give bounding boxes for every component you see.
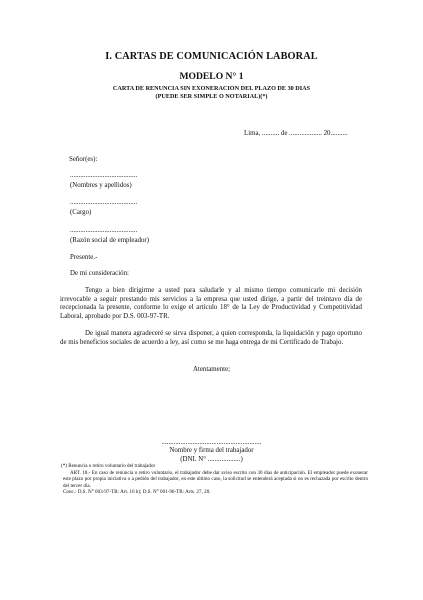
signature-label: Nombre y firma del trabajador	[169, 447, 254, 454]
body-paragraph-1: Tengo a bien dirigirme a usted para saludarle y al mismo tiempo comunicarle mi decisión irrevocable a seguir prestando mis servicios a la empresa que usted dirige, a partir del treintavo día de recepcionada la presente, conforme lo exige el artículo 18° de la Ley de Productividad y Competitividad Laboral, aprobado por D.S. 003-97-TR.	[60, 287, 362, 321]
greeting: De mi consideración:	[70, 270, 129, 277]
footnote-title: (*) Renuncia o retiro voluntario del trabajador	[61, 463, 156, 469]
recipient-position-label: (Cargo)	[70, 209, 92, 216]
footnote-concordance: Conc.: D.S. N° 003-97-TR: Art. 16 b); D.S. N° 001-96-TR: Arts. 27, 28.	[63, 488, 211, 495]
body-paragraph-2: De igual manera agradeceré se sirva disponer, a quien corresponda, la liquidación y pago oportuno de mis beneficios sociales de acuerdo a ley, así como se me haga entrega de mi Certificado de Trabajo.	[60, 330, 362, 346]
dni-line: (DNI. N° ...................)	[180, 456, 243, 463]
section-title: I. CARTAS DE COMUNICACIÓN LABORAL	[105, 51, 318, 62]
signature-dots: ..........................................................	[161, 439, 262, 446]
employer-name-label: (Razón social de empleador)	[70, 237, 150, 244]
employer-name-dots: .......................................	[70, 227, 138, 234]
subtitle-line-2: (PUEDE SER SIMPLE O NOTARIAL)(*)	[155, 93, 268, 101]
recipient-name-label: (Nombres y apellidos)	[70, 182, 132, 189]
subtitle-line-1: CARTA DE RENUNCIA SIN EXONERACION DEL PLAZO DE 30 DIAS	[112, 85, 311, 92]
date-line: Lima, .......... de ................... 20..........	[244, 130, 348, 137]
salutation: Señor(es):	[69, 156, 98, 163]
footnote-article: ART. 18.- En caso de renuncia o retiro voluntario, el trabajador debe dar aviso escrito con 30 días de anticipación. El empleador puede exonerar este plazo por propia iniciativa o a pedido del trabajador, en este último caso, la solicitud se entenderá aceptada si no es rechazada por escrito dentro del tercer día.	[63, 470, 368, 489]
model-title: MODELO N° 1	[179, 71, 244, 82]
footnote-body	[63, 470, 368, 495]
recipient-name-dots: .......................................	[70, 172, 138, 179]
recipient-position-dots: .......................................	[70, 199, 138, 206]
closing: Atentamente;	[192, 366, 231, 373]
presente-line: Presente.-	[70, 254, 98, 261]
letter-subtitle	[0, 85, 423, 101]
